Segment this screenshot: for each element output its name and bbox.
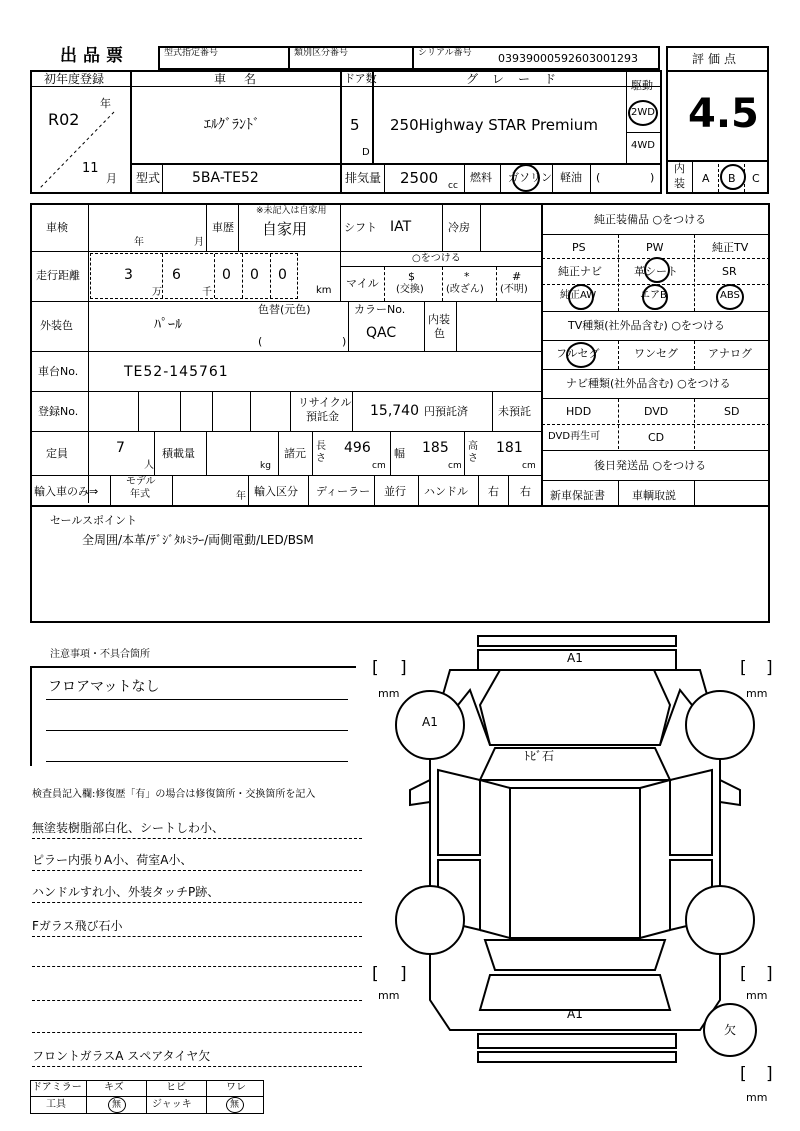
- width-value: 185: [422, 440, 449, 456]
- color-no-label: カラーNo.: [354, 303, 406, 316]
- tamper-mark: *: [464, 270, 470, 283]
- handle-right-2: 右: [520, 485, 531, 498]
- height-label: 高さ: [468, 441, 478, 464]
- tire-bracket-fr-close: ]: [766, 658, 773, 678]
- length-value: 496: [344, 440, 371, 456]
- fuel-gasoline: ガソリン: [508, 171, 552, 184]
- legend-tools-none: 無: [112, 1100, 122, 1110]
- color-no-value: QAC: [366, 325, 397, 341]
- load-unit: kg: [260, 461, 271, 471]
- drive-2wd: 2WD: [631, 107, 655, 118]
- tire-mm-fr: mm: [746, 687, 768, 700]
- length-label: 長さ: [316, 441, 326, 464]
- tire-bracket-spare-close: ]: [766, 1064, 773, 1084]
- later-title: 後日発送品 ○をつける: [594, 459, 707, 472]
- dims-label: 諸元: [284, 447, 306, 460]
- notes-label: 注意事項・不具合箇所: [50, 649, 150, 660]
- drive-label: 駆動: [631, 79, 653, 92]
- shift-value: IAT: [390, 219, 412, 235]
- recycle-value: 15,740: [370, 403, 419, 419]
- navi-cd: CD: [648, 431, 665, 444]
- interior-grade-c: C: [752, 172, 760, 185]
- front-left-wheel-mark: A1: [422, 715, 438, 729]
- car-name-value: ｴﾙｸﾞﾗﾝﾄﾞ: [204, 117, 260, 133]
- mileage-digit-4: 0: [250, 267, 259, 283]
- repaint-label: 色替(元色): [258, 303, 311, 316]
- serial-label: シリアル番号: [418, 48, 472, 58]
- mileage-digit-2: 6: [172, 267, 181, 283]
- equip-sr: SR: [722, 265, 737, 278]
- grade-label: グレード: [466, 72, 571, 86]
- width-unit: cm: [448, 461, 462, 471]
- equip-airbag: エアB: [640, 290, 667, 301]
- width-label: 幅: [394, 447, 405, 460]
- tire-mm-spare: mm: [746, 1091, 768, 1104]
- recycle-label: リサイクル: [298, 396, 352, 409]
- equip-pw: PW: [646, 241, 664, 254]
- capacity-value: 7: [116, 440, 125, 456]
- equip-aw: 純正AW: [560, 290, 597, 301]
- first-reg-label: 初年度登録: [44, 72, 105, 86]
- tire-bracket-fl-open: [: [372, 658, 379, 678]
- equip-navi: 純正ナビ: [558, 265, 602, 278]
- capacity-unit: 人: [144, 460, 154, 471]
- dealer-option: ディーラー: [316, 485, 371, 498]
- tv-fullseg: フルセグ: [556, 347, 600, 360]
- first-reg-month: 11: [82, 161, 99, 176]
- load-label: 積載量: [162, 447, 195, 460]
- recycle-label-2: 預託金: [306, 410, 339, 423]
- category-label: 類別区分番号: [294, 48, 349, 58]
- displacement-value: 2500: [400, 169, 439, 187]
- legend-jack-none: 無: [230, 1100, 240, 1110]
- model-label: 型式: [136, 171, 161, 185]
- handle-label: ハンドル: [424, 485, 468, 498]
- drive-2wd-circle: [628, 100, 658, 126]
- legend-tools: 工具: [46, 1099, 66, 1110]
- tire-bracket-fl-close: ]: [400, 658, 407, 678]
- mileage-label: 走行距離: [36, 269, 80, 282]
- sales-point-box: [30, 505, 770, 623]
- model-value: 5BA-TE52: [192, 170, 259, 186]
- navi-title: ナビ種類(社外品含む) ○をつける: [566, 377, 731, 390]
- interior-grade-b: B: [728, 172, 736, 185]
- windshield-mark: ﾄﾋﾞ石: [524, 749, 555, 763]
- fuel-gasoline-circle: [512, 164, 540, 192]
- fuel-other-open: (: [596, 171, 601, 184]
- mileage-man-unit: 万: [152, 287, 162, 298]
- equip-abs: ABS: [720, 290, 740, 301]
- mileage-digit-5: 0: [278, 267, 287, 283]
- model-year-label-2: 年式: [130, 489, 150, 500]
- unknown-mark: #: [512, 270, 522, 283]
- tv-title: TV種類(社外品含む) ○をつける: [568, 319, 725, 332]
- reg-no-label: 登録No.: [38, 405, 79, 418]
- fuel-diesel: 軽油: [560, 171, 582, 184]
- tire-mm-fl: mm: [378, 687, 400, 700]
- model-designation-label: 型式指定番号: [164, 48, 219, 58]
- rear-bumper-mark: A1: [567, 1007, 583, 1021]
- history-label: 車歴: [212, 221, 234, 234]
- import-year-unit: 年: [236, 491, 246, 502]
- interior-grade-a: A: [702, 172, 710, 185]
- inspection-year-unit: 年: [134, 237, 144, 248]
- shift-label: シフト: [344, 221, 377, 234]
- legend-scratch: キズ: [104, 1082, 124, 1093]
- year-suffix: 年: [100, 97, 111, 110]
- tv-fullseg-circle: [566, 342, 596, 368]
- height-unit: cm: [522, 461, 536, 471]
- grade-value: 250Highway STAR Premium: [390, 116, 598, 134]
- inspector-line-2: ピラー内張りA小、荷室A小、: [32, 853, 193, 867]
- exchange-option: (交換): [396, 284, 424, 295]
- tv-oneseg: ワンセグ: [634, 347, 678, 360]
- mileage-digit-3: 0: [222, 267, 231, 283]
- ac-label: 冷房: [448, 221, 470, 234]
- navi-dvd-play: DVD再生可: [548, 431, 601, 442]
- legend-jack: ジャッキ: [152, 1099, 192, 1110]
- legend-break: ワレ: [226, 1082, 246, 1093]
- fuel-label: 燃料: [470, 171, 492, 184]
- equip-leather: 革シート: [634, 265, 678, 278]
- recycle-deposited: 円預託済: [424, 405, 468, 418]
- interior-b-circle: [720, 164, 746, 190]
- history-note: ※未記入は自家用: [256, 206, 327, 216]
- ext-color-value: ﾊﾟｰﾙ: [154, 317, 182, 333]
- model-year-label: モデル: [126, 476, 156, 487]
- tamper-option: (改ざん): [446, 284, 484, 295]
- front-bumper-mark: A1: [567, 651, 583, 665]
- equipment-title: 純正装備品 ○をつける: [594, 213, 707, 226]
- inspector-line-1: 無塗装樹脂部白化、シートしわ小、: [32, 821, 225, 835]
- legend-door-mirror: ドアミラー: [32, 1082, 82, 1093]
- displacement-unit: cc: [448, 181, 458, 191]
- int-color-label: 内装: [428, 313, 450, 326]
- spare-tire-mark: 欠: [724, 1023, 737, 1037]
- tire-mm-rr: mm: [746, 989, 768, 1002]
- equip-tv: 純正TV: [712, 241, 749, 254]
- month-suffix: 月: [106, 172, 117, 185]
- capacity-label: 定員: [46, 447, 68, 460]
- recycle-not-deposited: 未預託: [498, 405, 531, 418]
- later-manual: 車輌取説: [632, 489, 676, 502]
- mileage-digit-box: [90, 253, 298, 299]
- tire-bracket-rr-open: [: [740, 964, 747, 984]
- inspector-label: 検査員記入欄:修復歴「有」の場合は修復箇所・交換箇所を記入: [32, 789, 316, 800]
- equip-abs-circle: [716, 284, 744, 310]
- drive-4wd: 4WD: [631, 140, 655, 151]
- serial-value: 03939000592603001293: [498, 52, 638, 65]
- notes-line-1: フロアマットなし: [48, 679, 160, 695]
- navi-dvd: DVD: [644, 405, 669, 418]
- tire-bracket-rl-close: ]: [400, 964, 407, 984]
- int-color-label-2: 色: [434, 327, 445, 340]
- equip-aw-circle: [568, 284, 594, 310]
- tire-mm-rl: mm: [378, 989, 400, 1002]
- inspection-month-unit: 月: [194, 237, 204, 248]
- tire-bracket-fr-open: [: [740, 658, 747, 678]
- equip-ps: PS: [572, 241, 586, 254]
- tire-bracket-rr-close: ]: [766, 964, 773, 984]
- doors-value: 5: [350, 116, 360, 134]
- import-class-label: 輸入区分: [254, 485, 298, 498]
- height-value: 181: [496, 440, 523, 456]
- fuel-other-close: ): [650, 171, 655, 184]
- score-value: 4.5: [688, 91, 759, 137]
- score-label: 評価点: [692, 52, 741, 66]
- ext-color-label: 外装色: [40, 319, 73, 332]
- car-name-label: 車名: [214, 72, 275, 86]
- exchange-mark: $: [408, 270, 415, 283]
- chassis-label: 車台No.: [38, 365, 79, 378]
- equip-leather-circle: [644, 257, 670, 283]
- length-unit: cm: [372, 461, 386, 471]
- navi-sd: SD: [724, 405, 740, 418]
- repaint-paren-close: ): [342, 335, 347, 348]
- handle-right: 右: [488, 485, 499, 498]
- legend-jack-circle: [226, 1097, 244, 1113]
- chassis-value: TE52-145761: [124, 364, 229, 380]
- bottom-note: フロントガラスA スペアタイヤ欠: [32, 1049, 211, 1063]
- parallel-option: 並行: [384, 485, 406, 498]
- mileage-sen-unit: 千: [202, 287, 212, 298]
- inspector-line-3: ハンドルすれ小、外装タッチP跡、: [32, 885, 220, 899]
- doors-suffix: D: [362, 147, 370, 158]
- legend-tools-circle: [108, 1097, 126, 1113]
- car-damage-diagram: [370, 630, 780, 1070]
- import-only-label: 輸入車のみ⇒: [34, 485, 99, 498]
- unknown-option: (不明): [500, 284, 528, 295]
- history-value: 自家用: [262, 220, 308, 238]
- sales-point-label: セールスポイント: [50, 514, 138, 527]
- tire-bracket-rl-open: [: [372, 964, 379, 984]
- repaint-paren-open: (: [258, 335, 263, 348]
- legend-crack: ヒビ: [166, 1082, 186, 1093]
- first-reg-era: R02: [48, 110, 80, 129]
- equip-airbag-circle: [642, 284, 668, 310]
- tv-analog: アナログ: [708, 347, 752, 360]
- tire-bracket-spare-open: [: [740, 1064, 747, 1084]
- doors-label: ドア数: [344, 72, 377, 85]
- inspector-line-4: Fガラス飛び石小: [32, 919, 123, 933]
- mileage-circle-note: ○をつける: [412, 253, 461, 264]
- sales-point-text: 全周囲/本革/ﾃﾞｼﾞﾀﾙﾐﾗｰ/両側電動/LED/BSM: [82, 533, 314, 547]
- mile-option: マイル: [346, 277, 379, 290]
- navi-hdd: HDD: [566, 405, 592, 418]
- inspection-label: 車検: [46, 221, 68, 234]
- later-warranty: 新車保証書: [550, 489, 605, 502]
- displacement-label: 排気量: [345, 171, 382, 185]
- interior-label-2: 装: [674, 177, 685, 190]
- form-title: 出品票: [60, 46, 129, 66]
- mileage-km-unit: km: [316, 285, 332, 296]
- interior-label: 内: [674, 162, 685, 175]
- mileage-digit-1: 3: [124, 267, 133, 283]
